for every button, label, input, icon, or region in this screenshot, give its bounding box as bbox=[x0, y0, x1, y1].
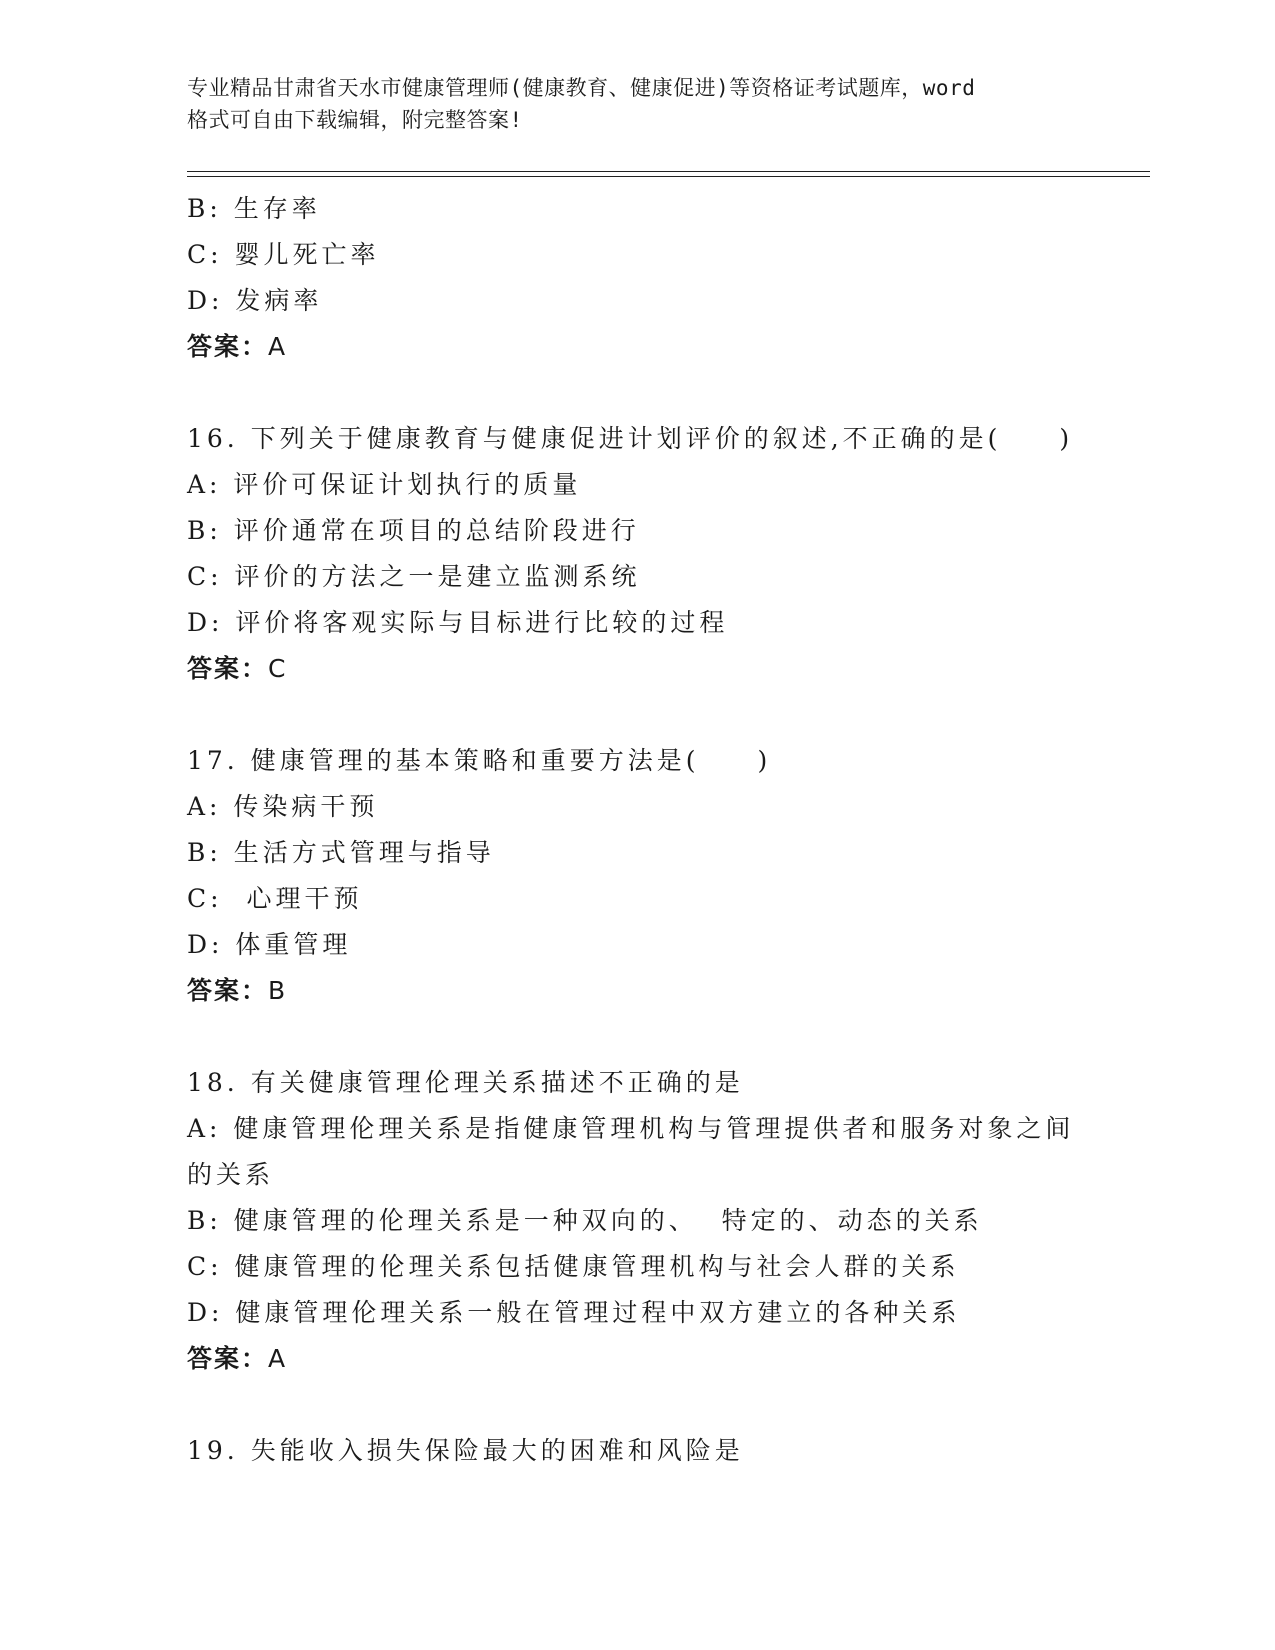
answer-label: 答案： bbox=[187, 654, 269, 683]
prev-question-block bbox=[187, 186, 1150, 370]
option-b: B: 生存率 bbox=[187, 194, 321, 223]
answer-line bbox=[187, 1336, 1150, 1382]
answer-value: A bbox=[268, 1344, 288, 1373]
option-c: C: 健康管理的伦理关系包括健康管理机构与社会人群的关系 bbox=[187, 1252, 960, 1281]
option-c: C: 评价的方法之一是建立监测系统 bbox=[187, 562, 641, 591]
question-17-block bbox=[187, 738, 1150, 1014]
answer-value: B bbox=[268, 976, 288, 1005]
answer-line bbox=[187, 324, 1150, 370]
answer-label: 答案： bbox=[187, 332, 269, 361]
option-b: B: 评价通常在项目的总结阶段进行 bbox=[187, 516, 640, 545]
option-d: D: 健康管理伦理关系一般在管理过程中双方建立的各种关系 bbox=[187, 1298, 961, 1327]
answer-label: 答案： bbox=[187, 976, 269, 1005]
question-16-text: 16. 下列关于健康教育与健康促进计划评价的叙述,不正确的是( ) bbox=[187, 424, 1074, 453]
question-19-block bbox=[187, 1428, 1150, 1474]
header-rule-top bbox=[187, 171, 1150, 172]
answer-label: 答案： bbox=[187, 1344, 269, 1373]
option-c: C: 婴儿死亡率 bbox=[187, 240, 380, 269]
option-a: A: 传染病干预 bbox=[187, 792, 379, 821]
question-18-text: 18. 有关健康管理伦理关系描述不正确的是 bbox=[187, 1068, 744, 1097]
option-b: B: 健康管理的伦理关系是一种双向的、 特定的、动态的关系 bbox=[187, 1206, 983, 1235]
answer-value: A bbox=[268, 332, 288, 361]
question-list bbox=[187, 186, 1150, 1474]
option-a: A: 评价可保证计划执行的质量 bbox=[187, 470, 582, 499]
header-line-2: 格式可自由下载编辑，附完整答案! bbox=[187, 108, 523, 132]
question-18-block bbox=[187, 1060, 1150, 1382]
option-d: D: 体重管理 bbox=[187, 930, 352, 959]
answer-line bbox=[187, 968, 1150, 1014]
question-17-text: 17. 健康管理的基本策略和重要方法是( ) bbox=[187, 746, 772, 775]
answer-line bbox=[187, 646, 1150, 692]
question-19-text: 19. 失能收入损失保险最大的困难和风险是 bbox=[187, 1436, 744, 1465]
option-d: D: 发病率 bbox=[187, 286, 323, 315]
option-b: B: 生活方式管理与指导 bbox=[187, 838, 495, 867]
option-c: C: 心理干预 bbox=[187, 884, 363, 913]
header-rule-bottom bbox=[187, 176, 1150, 177]
question-16-block bbox=[187, 416, 1150, 692]
document-header bbox=[187, 72, 1087, 136]
header-line-1: 专业精品甘肃省天水市健康管理师(健康教育、健康促进)等资格证考试题库，word bbox=[187, 76, 976, 100]
option-d: D: 评价将客观实际与目标进行比较的过程 bbox=[187, 608, 729, 637]
option-a: A: 健康管理伦理关系是指健康管理机构与管理提供者和服务对象之间的关系 bbox=[187, 1114, 1075, 1189]
answer-value: C bbox=[268, 654, 288, 683]
